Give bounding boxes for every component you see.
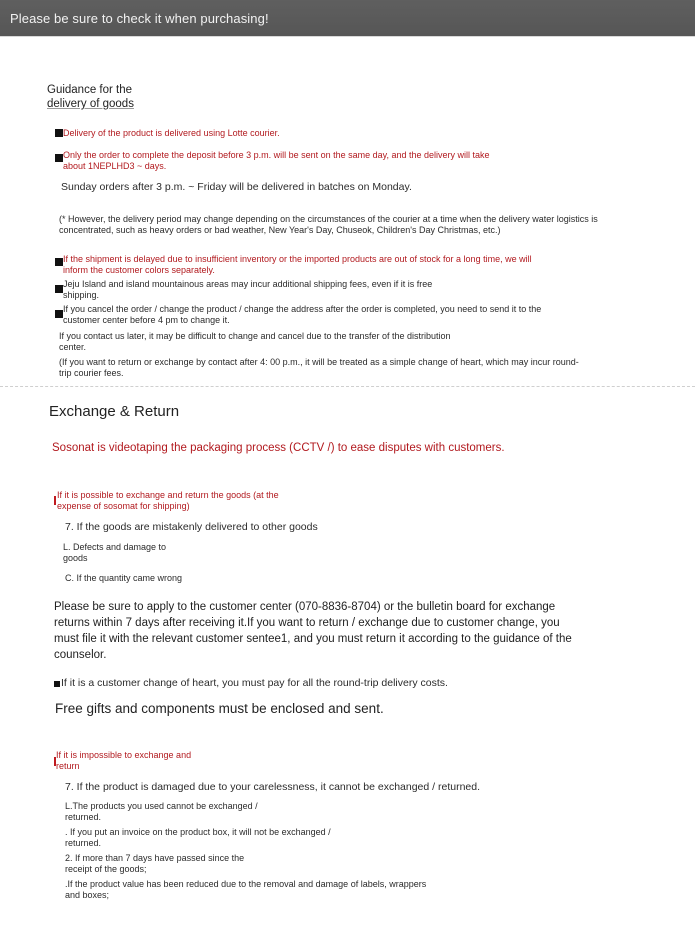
delay-line2: inform the customer colors separately.	[63, 265, 215, 275]
free-gifts-text: Free gifts and components must be enclosed and sent.	[55, 701, 384, 716]
impossible-line1: If it is impossible to exchange and	[56, 750, 192, 760]
return-note-line1: (If you want to return or exchange by contact after 4: 00 p.m., it will be treated as a simple change of heart, which may incur round-	[59, 357, 579, 367]
invoice-line2: returned.	[65, 838, 102, 848]
labels-line2: and boxes;	[65, 890, 110, 900]
used-line2: returned.	[65, 812, 102, 822]
cctv-notice: Sosonat is videotaping the packaging process (CCTV /) to ease disputes with customers.	[52, 442, 505, 454]
apply-line4: counselor.	[54, 649, 107, 661]
bullet-square-icon	[55, 310, 63, 318]
impossible-item-damaged: 7. If the product is damaged due to your carelessness, it cannot be exchanged / returned.	[65, 781, 481, 793]
delivery-courier-text: Delivery of the product is delivered using Lotte courier.	[63, 128, 280, 138]
bullet-square-icon	[55, 129, 63, 137]
same-day-line2: about 1NEPLHD3 ~ days.	[63, 161, 167, 171]
bullet-square-icon	[54, 681, 60, 687]
same-day-text	[63, 150, 490, 172]
possible-item-defects	[63, 542, 166, 564]
guidance-title	[47, 83, 134, 111]
contact-later-text	[59, 331, 451, 353]
delivery-period-note	[59, 214, 598, 236]
bullet-square-icon	[55, 285, 63, 293]
jeju-line1: Jeju Island and island mountainous areas may incur additional shipping fees, even if it is free	[63, 279, 433, 289]
sunday-orders-text: Sunday orders after 3 p.m. ~ Friday will be delivered in batches on Monday.	[61, 181, 412, 193]
apply-line3: must file it with the relevant customer sentee1, and you must return it according to the guidance of the	[54, 633, 572, 645]
impossible-item-invoice	[65, 827, 331, 849]
top-banner	[0, 0, 695, 37]
possible-line2: expense of sosomat for shipping)	[57, 501, 190, 511]
return-after-4pm-text	[59, 357, 579, 379]
banner-title: Please be sure to check it when purchasing!	[10, 11, 269, 26]
section-divider	[0, 386, 695, 387]
possible-item-wrong-goods: 7. If the goods are mistakenly delivered to other goods	[65, 521, 318, 533]
return-note-line2: trip courier fees.	[59, 368, 124, 378]
apply-line2: returns within 7 days after receiving it.If you want to return / exchange due to customer change, you	[54, 617, 560, 629]
possible-exchange-heading	[57, 490, 279, 512]
defects-line2: goods	[63, 553, 88, 563]
cancel-line1: If you cancel the order / change the product / change the address after the order is completed, you need to send it to the	[63, 304, 542, 314]
later-line2: center.	[59, 342, 87, 352]
bullet-square-icon	[55, 154, 63, 162]
seven-days-line2: receipt of the goods;	[65, 864, 147, 874]
defects-line1: L. Defects and damage to	[63, 542, 167, 552]
later-line1: If you contact us later, it may be difficult to change and cancel due to the transfer of the distribution	[59, 331, 451, 341]
jeju-island-text	[63, 279, 432, 301]
impossible-exchange-heading	[56, 750, 191, 772]
possible-item-quantity: C. If the quantity came wrong	[65, 573, 183, 583]
guidance-title-line1: Guidance for the	[47, 84, 133, 96]
impossible-line2: return	[56, 761, 80, 771]
cancel-order-text	[63, 304, 541, 326]
seven-days-line1: 2. If more than 7 days have passed since the	[65, 853, 245, 863]
exchange-return-title: Exchange & Return	[49, 403, 180, 420]
delay-line1: If the shipment is delayed due to insufficient inventory or the imported products are out of stock for a long time, we will	[63, 254, 532, 264]
same-day-line1: Only the order to complete the deposit before 3 p.m. will be sent on the same day, and the delivery will take	[63, 150, 490, 160]
impossible-item-labels	[65, 879, 426, 901]
red-marker-icon	[54, 496, 56, 505]
bullet-square-icon	[55, 258, 63, 266]
possible-line1: If it is possible to exchange and return the goods (at the	[57, 490, 279, 500]
apply-line1: Please be sure to apply to the customer center (070-8836-8704) or the bulletin board for exchange	[54, 601, 556, 613]
guidance-title-line2: delivery of goods	[47, 98, 134, 110]
note-line2: concentrated, such as heavy orders or bad weather, New Year's Day, Chuseok, Children's Day Christmas, etc.)	[59, 225, 501, 235]
impossible-item-used	[65, 801, 258, 823]
invoice-line1: . If you put an invoice on the product box, it will not be exchanged /	[65, 827, 331, 837]
note-line1: (* However, the delivery period may change depending on the circumstances of the courier at a time when the delivery water logistics is	[59, 214, 598, 224]
shipment-delay-text	[63, 254, 532, 276]
change-of-heart-text: If it is a customer change of heart, you must pay for all the round-trip delivery costs.	[61, 677, 448, 689]
jeju-line2: shipping.	[63, 290, 100, 300]
cancel-line2: customer center before 4 pm to change it.	[63, 315, 230, 325]
labels-line1: .If the product value has been reduced due to the removal and damage of labels, wrappers	[65, 879, 427, 889]
apply-instructions	[54, 599, 579, 663]
used-line1: L.The products you used cannot be exchanged /	[65, 801, 258, 811]
impossible-item-7days	[65, 853, 244, 875]
